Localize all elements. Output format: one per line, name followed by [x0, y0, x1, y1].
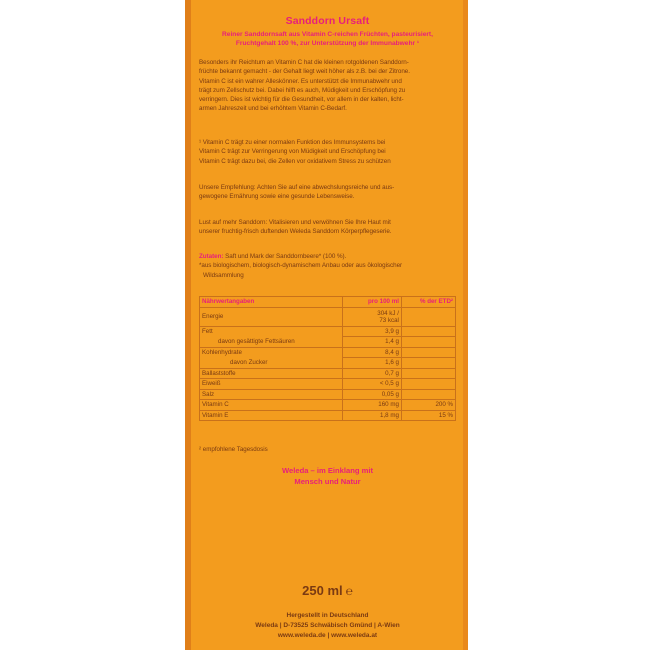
- nutrient-label: Vitamin C: [200, 400, 343, 411]
- etd-footnote: ² empfohlene Tagesdosis: [199, 446, 268, 453]
- nutrient-label: Kohlenhydrate: [200, 347, 343, 358]
- table-row: [200, 379, 456, 390]
- volume-text: 250 ml: [302, 583, 343, 598]
- nutrient-value: 1,8 mg: [342, 410, 401, 421]
- nutrient-label: Ballaststoffe: [200, 368, 343, 379]
- nutrient-value: 3,9 g: [342, 326, 401, 337]
- intro-line: verringern. Dies ist wichtig für die Gesundheit, vor allem in der kalten, licht-: [199, 96, 404, 104]
- nutrient-label: Eiweiß: [200, 379, 343, 390]
- organic-note-line: Wildsammlung: [203, 271, 244, 279]
- nutrient-value: 1,4 g: [342, 337, 401, 348]
- nutrient-etd: [401, 326, 455, 337]
- nutrition-header-per100: pro 100 ml: [342, 297, 401, 308]
- product-label-panel: [191, 0, 463, 650]
- product-subtitle: [199, 30, 456, 48]
- recommendation-paragraph: [199, 183, 456, 202]
- nutrient-etd: 200 %: [401, 400, 455, 411]
- slogan-line: Weleda – im Einklang mit: [281, 466, 373, 475]
- panel-shadow-right: [463, 0, 468, 650]
- nutrition-header-etd: % der ETD²: [401, 297, 455, 308]
- nutrient-label: davon gesättigte Fettsäuren: [200, 337, 343, 348]
- ingredients-label: Zutaten:: [199, 253, 224, 260]
- estimated-sign-icon: ℮: [345, 584, 353, 598]
- maker-line: www.weleda.de | www.weleda.at: [277, 632, 378, 639]
- nutrient-etd: [401, 358, 455, 369]
- intro-line: Besonders ihr Reichtum an Vitamin C hat die kleinen rotgoldenen Sanddorn-: [199, 59, 409, 66]
- body-care-paragraph: [199, 218, 456, 237]
- nutrient-etd: [401, 337, 455, 348]
- nutrient-value: 160 mg: [342, 400, 401, 411]
- recommendation-line: gewogene Ernährung sowie eine gesunde Lebensweise.: [199, 193, 355, 201]
- energy-kcal: 73 kcal: [379, 316, 399, 324]
- table-row: [200, 307, 456, 326]
- nutrient-value: [342, 307, 401, 326]
- table-row: [200, 400, 456, 411]
- nutrient-value: 8,4 g: [342, 347, 401, 358]
- nutrient-label: Fett: [200, 326, 343, 337]
- nutrient-value: < 0,5 g: [342, 379, 401, 390]
- health-claims-footnote: [199, 138, 456, 166]
- volume-label: [199, 583, 456, 598]
- body-care-line: Lust auf mehr Sanddorn: Vitalisieren und verwöhnen Sie Ihre Haut mit: [199, 219, 391, 226]
- claim-line: Vitamin C trägt zur Verringerung von Müdigkeit und Erschöpfung bei: [199, 148, 386, 156]
- nutrient-label: Energie: [200, 307, 343, 326]
- table-row: [200, 368, 456, 379]
- nutrient-value: 0,05 g: [342, 389, 401, 400]
- nutrition-table: [199, 296, 456, 421]
- subtitle-line: Fruchtgehalt 100 %, zur Unterstützung der Immunabwehr ¹: [235, 40, 420, 48]
- nutrient-label: Salz: [200, 389, 343, 400]
- table-row: [200, 410, 456, 421]
- intro-line: Vitamin C ist ein wahrer Alleskönner. Es unterstützt die Immunabwehr und: [199, 77, 402, 85]
- nutrient-value: 0,7 g: [342, 368, 401, 379]
- table-row: [200, 358, 456, 369]
- subtitle-line: Reiner Sanddornsaft aus Vitamin C-reichen Früchten, pasteurisiert,: [222, 31, 433, 38]
- body-care-line: unserer fruchtig-frisch duftenden Weleda Sanddorn Körperpflegeserie.: [199, 228, 392, 236]
- organic-note-line: *aus biologischem, biologisch-dynamischem Anbau oder aus ökologischer: [199, 262, 403, 270]
- maker-line: Hergestellt in Deutschland: [286, 612, 369, 619]
- ingredients-text: Saft und Mark der Sanddornbeere* (100 %).: [223, 253, 347, 260]
- slogan-line: Mensch und Natur: [294, 477, 361, 486]
- intro-line: armen Jahreszeit und bei erhöhtem Vitamin C-Bedarf.: [199, 105, 347, 113]
- nutrient-etd: 15 %: [401, 410, 455, 421]
- nutrition-header-row: [200, 297, 456, 308]
- nutrient-etd: [401, 368, 455, 379]
- recommendation-line: Unsere Empfehlung: Achten Sie auf eine abwechslungsreiche und aus-: [199, 184, 395, 191]
- ingredients-line: [199, 252, 456, 261]
- ingredients-section: [199, 252, 456, 280]
- energy-kj: 304 kJ /: [377, 309, 399, 317]
- nutrient-label: davon Zucker: [200, 358, 343, 369]
- intro-line: früchte bekannt gemacht - der Gehalt liegt weit höher als z.B. bei der Zitrone.: [199, 68, 410, 76]
- nutrient-etd: [401, 307, 455, 326]
- brand-slogan: [199, 465, 456, 487]
- nutrient-label: Vitamin E: [200, 410, 343, 421]
- table-row: [200, 337, 456, 348]
- product-title: Sanddorn Ursaft: [285, 15, 370, 27]
- nutrient-etd: [401, 347, 455, 358]
- table-row: [200, 347, 456, 358]
- nutrition-header-label: Nährwertangaben: [200, 297, 343, 308]
- table-row: [200, 326, 456, 337]
- intro-paragraph: [199, 58, 456, 114]
- manufacturer-info: [199, 611, 456, 641]
- claim-line: Vitamin C trägt dazu bei, die Zellen vor oxidativem Stress zu schützen: [199, 157, 391, 165]
- claim-line: ¹ Vitamin C trägt zu einer normalen Funktion des Immunsystems bei: [199, 139, 386, 146]
- nutrient-value: 1,6 g: [342, 358, 401, 369]
- nutrient-etd: [401, 389, 455, 400]
- nutrient-etd: [401, 379, 455, 390]
- maker-line: Weleda | D-73525 Schwäbisch Gmünd | A-Wien: [255, 622, 400, 629]
- table-row: [200, 389, 456, 400]
- intro-line: trägt zum Zellschutz bei. Dabei hilft es auch, Müdigkeit und Erschöpfung zu: [199, 86, 406, 94]
